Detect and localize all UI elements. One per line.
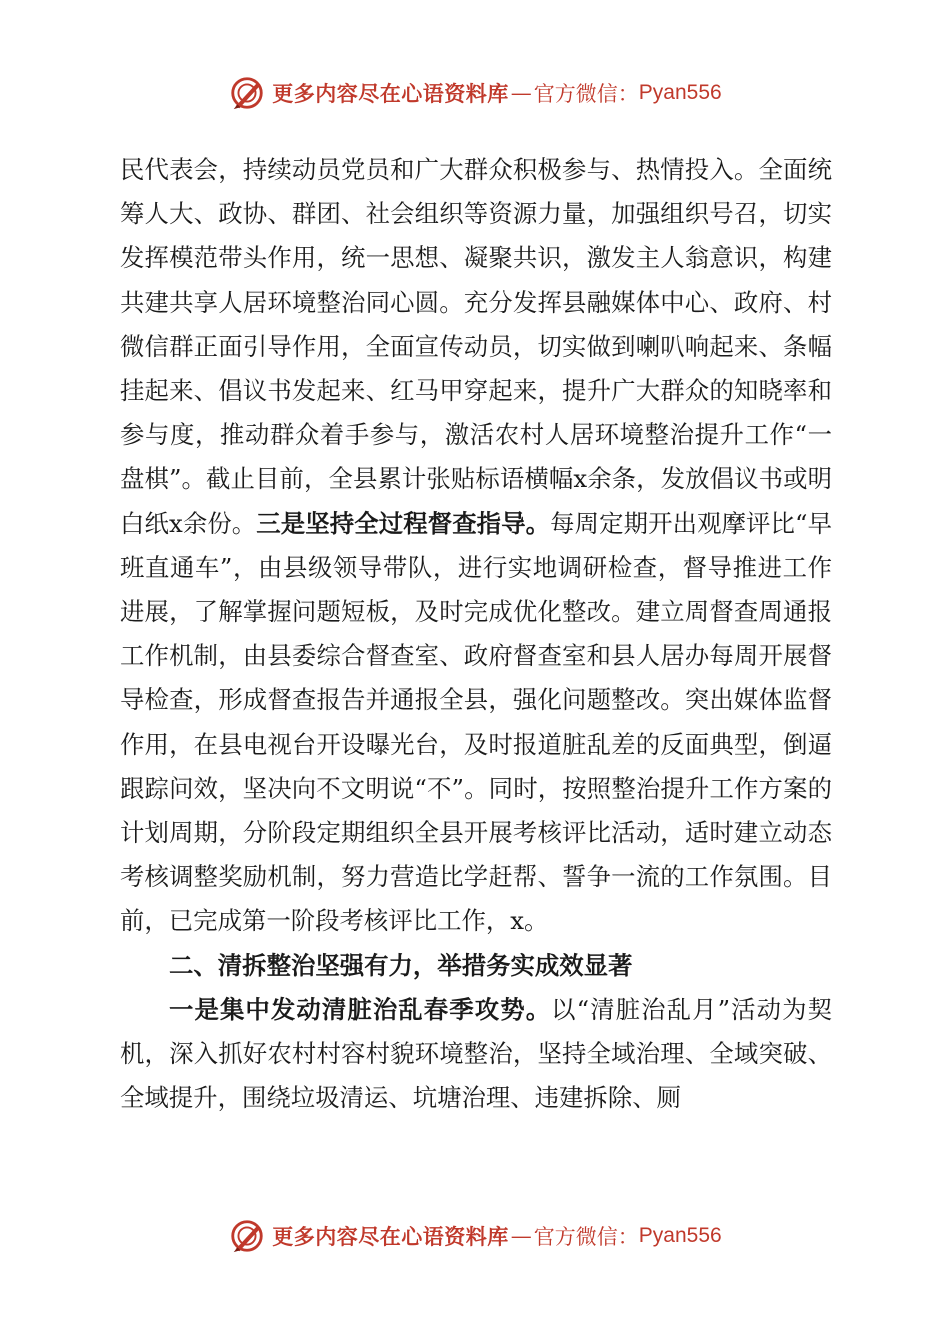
header-banner: [0, 71, 950, 115]
paragraph-3: [120, 988, 832, 1121]
banner-wechat-label: 官方微信：: [533, 1225, 639, 1249]
banner-wechat-handle: Pyan556: [638, 81, 722, 104]
banner-separator: —: [510, 1224, 532, 1248]
document-body: [120, 148, 832, 1120]
paragraph-1-text-a: 民代表会，持续动员党员和广大群众积极参与、热情投入。全面统筹人大、政协、群团、社会组织等资源力量，加强组织号召，切实发挥模范带头作用，统一思想、凝聚共识，激发主人翁意识，构建共建共享人居环境整治同心圆。充分发挥县融媒体中心、政府、村微信群正面引导作用，全面宣传动员，切实做到喇叭响起来、条幅挂起来、倡议书发起来、红马甲穿起来，提升广大群众的知晓率和参与度，推动群众着手参与，激活农村人居环境整治提升工作“一盘棋”。截止目前，全县累计张贴标语横幅x余条，发放倡议书或明白纸x余份。: [120, 155, 832, 538]
banner-separator: —: [510, 81, 532, 105]
banner-slogan: 更多内容尽在心语资料库: [272, 1224, 509, 1249]
paragraph-1: [120, 148, 832, 944]
paragraph-3-bold-lead: 一是集中发动清脏治乱春季攻势。: [169, 994, 552, 1024]
footer-banner: [0, 1214, 950, 1258]
paragraph-3-text: 以“清脏治乱月”活动为契机，深入抓好农村村容村貌环境整治，坚持全域治理、全域突破、全域提升，围绕垃圾清运、坑塘治理、违建拆除、厕: [120, 994, 832, 1113]
pen-logo-icon: [228, 1217, 266, 1255]
section-heading-2: 二、清拆整治坚强有力，举措务实成效显著: [169, 950, 633, 980]
paragraph-1-bold-lead: 三是坚持全过程督查指导。: [256, 508, 551, 538]
banner-wechat-handle: Pyan556: [638, 1224, 722, 1247]
banner-wechat-label: 官方微信：: [533, 82, 639, 106]
paragraph-1-text-b: 每周定期开出观摩评比“早班直通车”，由县级领导带队，进行实地调研检查，督导推进工作进展，了解掌握问题短板，及时完成优化整改。建立周督查周通报工作机制，由县委综合督查室、政府督查室和县人居办每周开展督导检查，形成督查报告并通报全县，强化问题整改。突出媒体监督作用，在县电视台开设曝光台，及时报道脏乱差的反面典型，倒逼跟踪问效，坚决向不文明说“不”。同时，按照整治提升工作方案的计划周期，分阶段定期组织全县开展考核评比活动，适时建立动态考核调整奖励机制，努力营造比学赶帮、誓争一流的工作氛围。目前，已完成第一阶段考核评比工作，x。: [120, 508, 832, 936]
pen-logo-icon: [228, 74, 266, 112]
banner-slogan: 更多内容尽在心语资料库: [272, 81, 509, 106]
